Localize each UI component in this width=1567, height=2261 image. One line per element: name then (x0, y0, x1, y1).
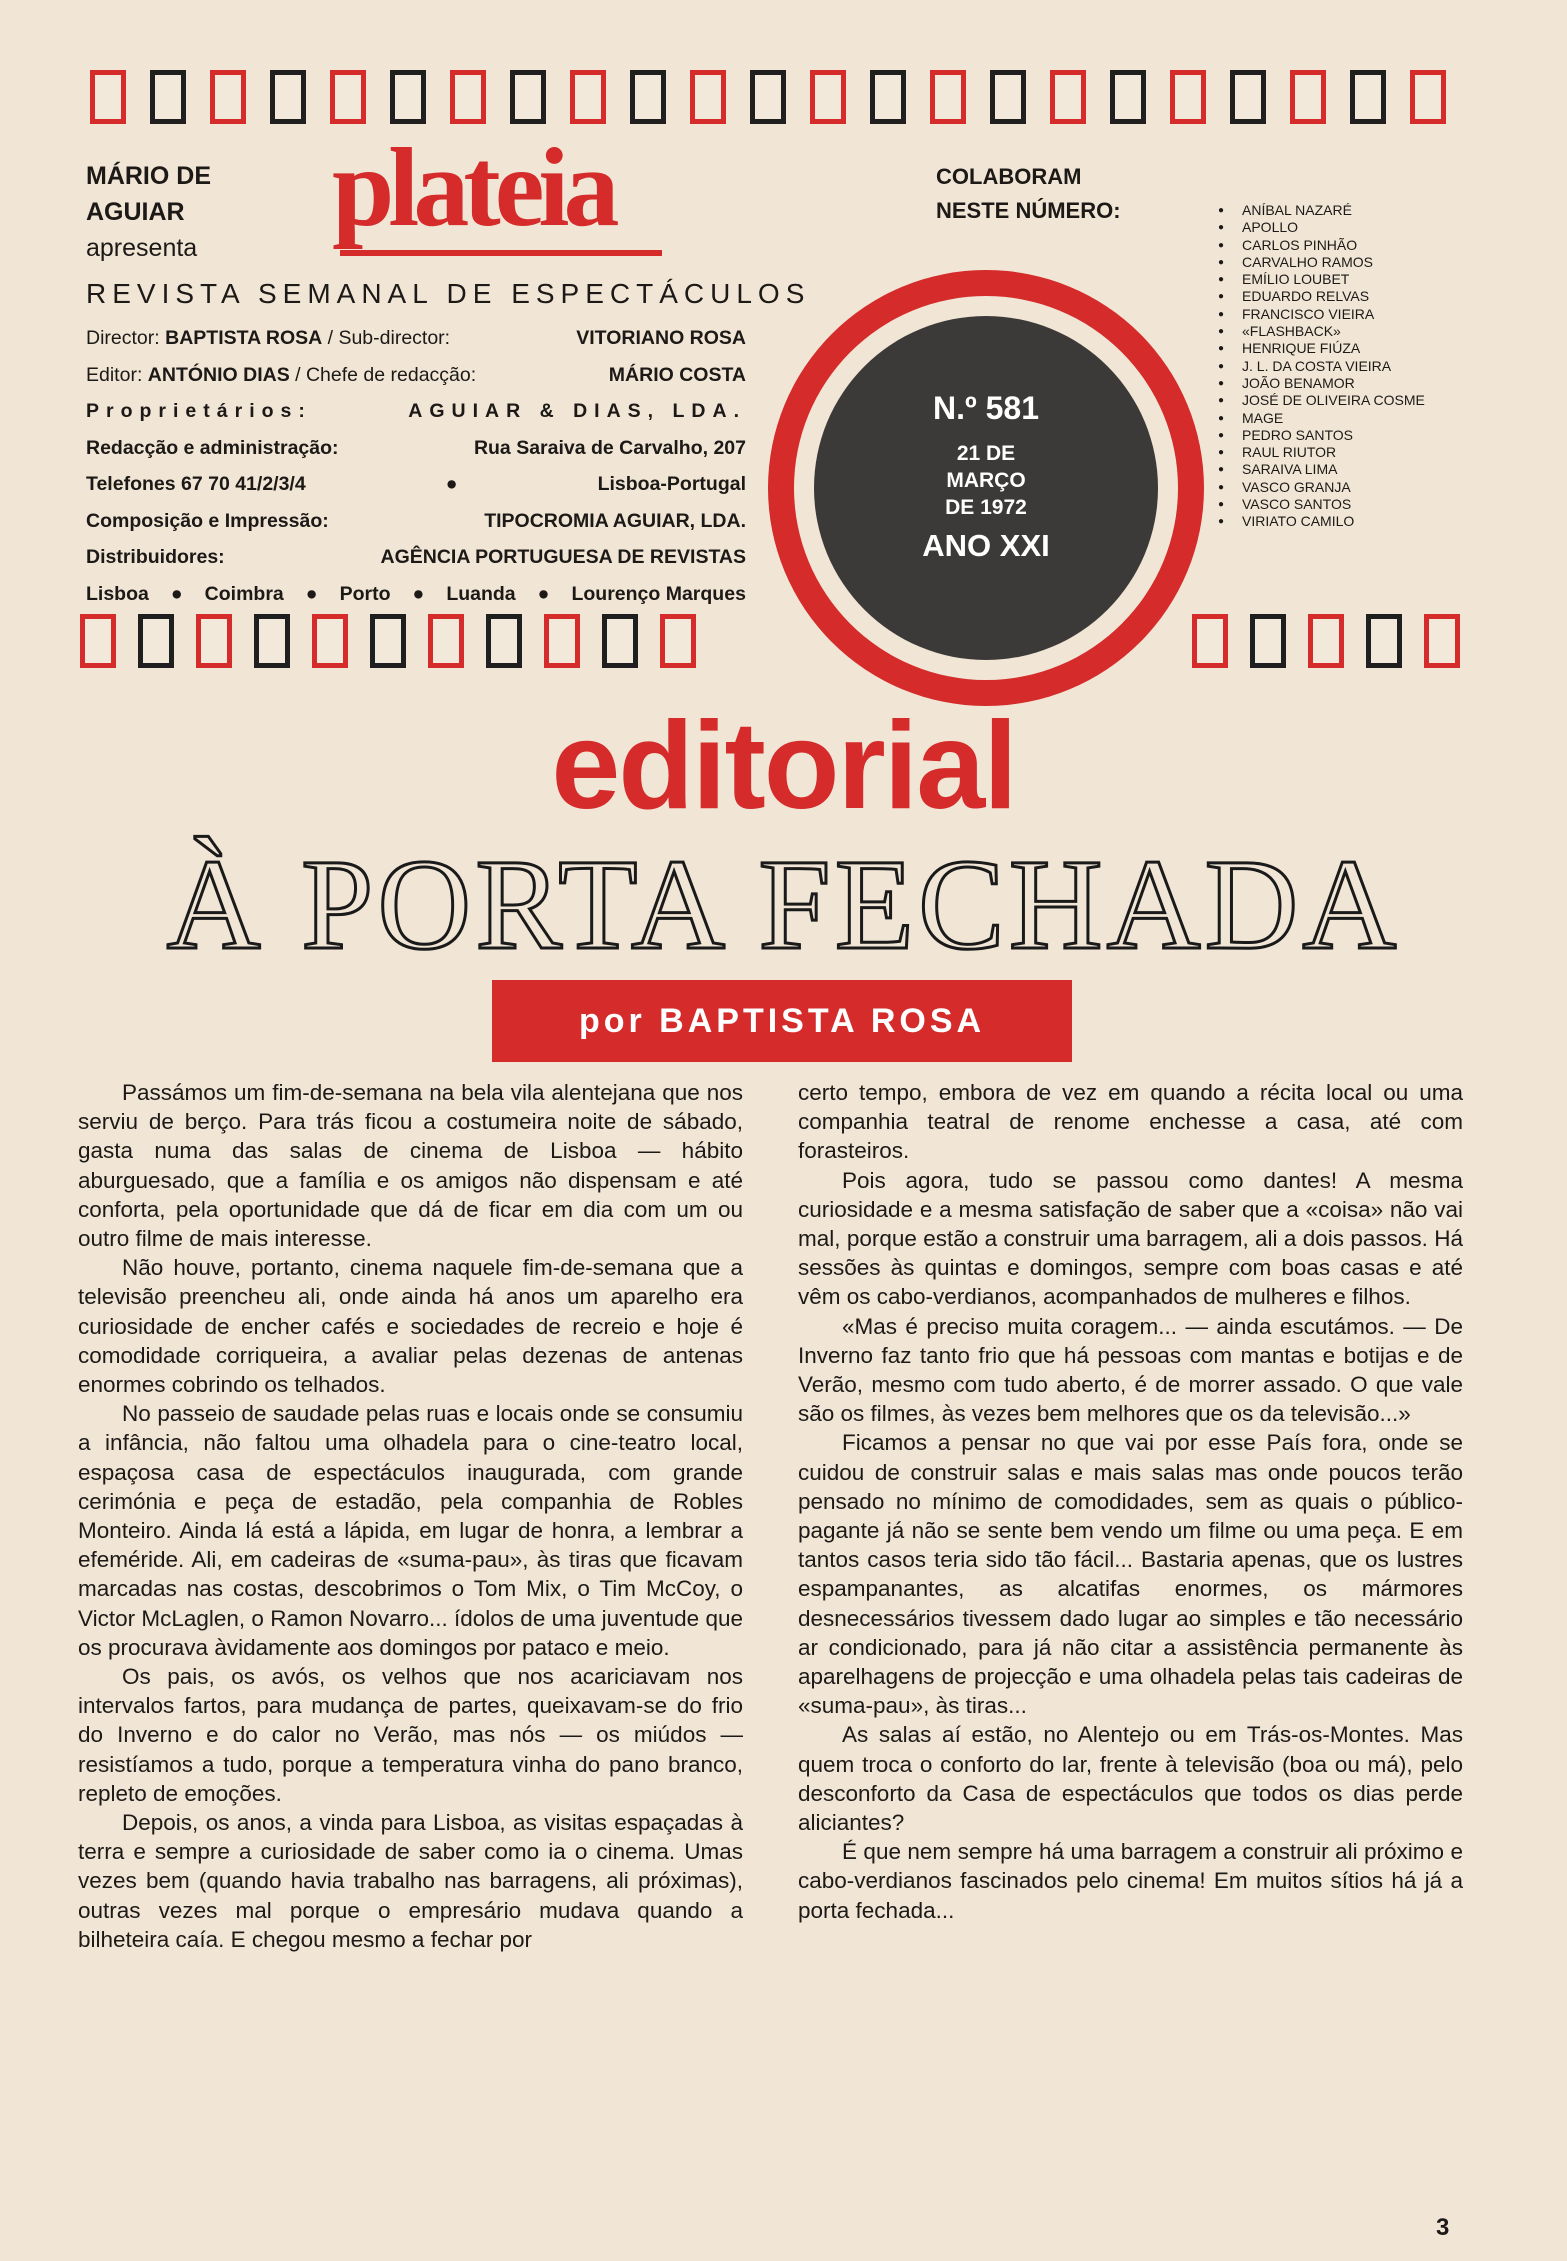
film-frame (750, 70, 786, 124)
film-frame (930, 70, 966, 124)
collaborator-item: ● CARLOS PINHÃO (1218, 237, 1425, 254)
film-frame (450, 70, 486, 124)
collaborator-item: ● PEDRO SANTOS (1218, 427, 1425, 444)
subdirector-name: VITORIANO ROSA (576, 327, 746, 349)
film-strip-bottom-left (80, 614, 696, 668)
film-frame (1050, 70, 1086, 124)
film-frame (138, 614, 174, 668)
collaborator-item: ● «FLASHBACK» (1218, 323, 1425, 340)
film-frame (1308, 614, 1344, 668)
film-frame (570, 70, 606, 124)
director-group (86, 320, 450, 357)
editor-group (86, 357, 476, 394)
distributors-label: Distribuidores: (86, 546, 225, 568)
collaborator-item: ● FRANCISCO VIEIRA (1218, 306, 1425, 323)
phones-value: Telefones 67 70 41/2/3/4 (86, 473, 306, 495)
issue-date (814, 440, 1158, 521)
film-frame (330, 70, 366, 124)
presenter-block (86, 158, 211, 266)
owners-label: Proprietários: (86, 400, 312, 422)
collaborator-item: ● VASCO SANTOS (1218, 496, 1425, 513)
collaborator-item: ● VASCO GRANJA (1218, 479, 1425, 496)
article-byline: por BAPTISTA ROSA (492, 980, 1072, 1062)
film-frame (90, 70, 126, 124)
collaborator-item: ● SARAIVA LIMA (1218, 461, 1425, 478)
film-frame (602, 614, 638, 668)
film-frame (1170, 70, 1206, 124)
masthead (86, 320, 746, 612)
article-paragraph: Pois agora, tudo se passou como dantes! A mesma curiosidade e a mesma satisfação de saber que a «coisa» não vai mal, porque estão a construir uma barragem, ali a dois passos. Há sessões às quintas e domingos, sempre com boas casas e até vêm os cabo-verdianos, acompanhados de mulheres e filhos. (798, 1167, 1463, 1310)
film-frame (1424, 614, 1460, 668)
film-frame (544, 614, 580, 668)
collaborators-title-line: NESTE NÚMERO: (936, 198, 1121, 223)
film-frame (370, 614, 406, 668)
collaborator-item: ● J. L. DA COSTA VIEIRA (1218, 358, 1425, 375)
presenter-line: MÁRIO DE (86, 162, 211, 190)
masthead-row-director (86, 320, 746, 357)
section-label: editorial (551, 697, 1016, 835)
city-item: Luanda (446, 582, 516, 605)
film-frame (390, 70, 426, 124)
collaborators-list (1218, 202, 1425, 531)
film-frame (1290, 70, 1326, 124)
collaborators-title-line: COLABORAM (936, 164, 1082, 189)
film-frame (312, 614, 348, 668)
issue-year: DE 1972 (945, 496, 1027, 519)
masthead-row-phones (86, 466, 746, 503)
logo-underline (340, 250, 662, 256)
collaborator-item: ● JOSÉ DE OLIVEIRA COSME (1218, 392, 1425, 409)
city-item: Coimbra (204, 582, 284, 605)
film-frame (1410, 70, 1446, 124)
film-frame (1250, 614, 1286, 668)
collaborators-title (936, 160, 1121, 228)
chief-name: MÁRIO COSTA (608, 363, 746, 386)
film-frame (1366, 614, 1402, 668)
article-paragraph: As salas aí estão, no Alentejo ou em Trás-os-Montes. Mas quem troca o conforto do lar, frente à televisão (boa ou má), pelo desconforto da Casa de espectáculos que todos os dias perde aliciantes? (798, 1722, 1463, 1836)
composition-label: Composição e Impressão: (86, 509, 329, 532)
city-item: Porto (339, 582, 391, 605)
film-frame (1192, 614, 1228, 668)
film-frame (630, 70, 666, 124)
article-paragraph: Os pais, os avós, os velhos que nos acariciavam nos intervalos fartos, para mudança de partes, queixavam-se do frio do Inverno e do calor no Verão, mas nós — os miúdos — resistíamos a tudo, porque a temperatura vinha do pano branco, repleto de emoções. (78, 1664, 743, 1806)
film-strip-top (90, 70, 1446, 124)
film-frame (196, 614, 232, 668)
bullet: ● (412, 582, 425, 605)
article-title: À PORTA FECHADA (166, 833, 1401, 977)
masthead-row-editor (86, 357, 746, 394)
collaborator-item: ● MAGE (1218, 410, 1425, 427)
film-frame (690, 70, 726, 124)
collaborator-item: ● EDUARDO RELVAS (1218, 288, 1425, 305)
bullet: ● (170, 582, 183, 605)
chief-label: / Chefe de redacção: (295, 363, 477, 386)
masthead-row-cities (86, 576, 746, 613)
bullet: ● (537, 582, 550, 605)
owners-name: AGUIAR & DIAS, LDA. (408, 400, 746, 422)
collaborator-item: ● RAUL RIUTOR (1218, 444, 1425, 461)
editor-label: Editor: (86, 363, 143, 386)
film-frame (1230, 70, 1266, 124)
article-paragraph: Depois, os anos, a vinda para Lisboa, as visitas espaçadas à terra e sempre a curiosidade de saber como ia o cinema. Umas vezes bem (quando havia trabalho nas barragens, ali próximas), outras vezes mal porque o empresário mudava quando a bilheteira caía. E chegou mesmo a fechar por (78, 1810, 743, 1952)
film-frame (810, 70, 846, 124)
city-item: Lisboa (86, 582, 149, 605)
article-column-left (78, 1078, 743, 1954)
issue-badge (814, 316, 1158, 660)
masthead-row-distributors (86, 539, 746, 576)
film-frame (660, 614, 696, 668)
film-frame (1350, 70, 1386, 124)
collaborator-item: ● ANÍBAL NAZARÉ (1218, 202, 1425, 219)
bullet: ● (305, 582, 318, 605)
film-frame (486, 614, 522, 668)
article-paragraph: Não houve, portanto, cinema naquele fim-de-semana que a televisão preencheu ali, onde ainda há anos um aparelho era curiosidade de encher cafés e sociedades de recreio e hoje é comodidade corriqueira, a avaliar pelas dezenas de antenas enormes cobrindo os telhados. (78, 1255, 743, 1398)
collaborator-item: ● VIRIATO CAMILO (1218, 513, 1425, 530)
article-paragraph: No passeio de saudade pelas ruas e locais onde se consumiu a infância, não faltou uma olhadela para o cine-teatro local, espaçosa casa de espectáculos inaugurada, com grande cerimónia e peça de estadão, pela companhia de Robles Monteiro. Ainda lá está a lápida, em lugar de honra, a lembrar a efeméride. Ali, em cadeiras de «suma-pau», às tiras que ficavam marcadas nas costas, descobrimos o Tom Mix, o Tim McCoy, o Victor McLaglen, o Ramon Novarro... ídolos de uma juventude que os procurava àvidamente aos domingos por pataco e meio. (78, 1401, 743, 1660)
film-frame (990, 70, 1026, 124)
film-frame (428, 614, 464, 668)
film-frame (1110, 70, 1146, 124)
bullet: ● (445, 473, 458, 495)
address-value: Rua Saraiva de Carvalho, 207 (473, 436, 746, 459)
magazine-logo: plateia (332, 126, 614, 250)
presenter-line: AGUIAR (86, 198, 185, 226)
masthead-row-owners (86, 393, 746, 430)
collaborator-item: ● JOÃO BENAMOR (1218, 375, 1425, 392)
film-frame (80, 614, 116, 668)
subdirector-label: / Sub-director: (327, 327, 451, 349)
collaborator-item: ● CARVALHO RAMOS (1218, 254, 1425, 271)
distributors-value: AGÊNCIA PORTUGUESA DE REVISTAS (380, 546, 746, 568)
issue-volume: ANO XXI (922, 528, 1050, 563)
film-frame (254, 614, 290, 668)
film-frame (270, 70, 306, 124)
page-number: 3 (1436, 2214, 1450, 2241)
magazine-subtitle: REVISTA SEMANAL DE ESPECTÁCULOS (86, 278, 811, 309)
city-value: Lisboa-Portugal (597, 473, 746, 495)
masthead-row-address (86, 430, 746, 467)
presenter-line: apresenta (86, 234, 198, 262)
film-frame (150, 70, 186, 124)
collaborator-item: ● EMÍLIO LOUBET (1218, 271, 1425, 288)
issue-number: N.º 581 (933, 390, 1039, 426)
article-paragraph: Ficamos a pensar no que vai por esse País fora, onde se cuidou de construir salas e mais salas mas onde poucos terão pensado no mínimo de comodidades, sem as quais o público-pagante já não se sente bem vendo um filme ou uma peça. E em tantos casos teria sido tão fácil... Bastaria apenas, que os lustres espampanantes, as alcatifas enormes, os mármores desnecessários tivessem dado lugar ao simples e tão necessário ar condicionado, para já não citar a assistência permanente às aparelhagens de projecção e uma olhadela pelas tais cadeiras de «suma-pau», às tiras... (798, 1430, 1463, 1719)
director-label: Director: (86, 327, 160, 349)
address-label: Redacção e administração: (86, 436, 339, 459)
film-frame (510, 70, 546, 124)
film-strip-bottom-right (1192, 614, 1460, 668)
issue-month: MARÇO (946, 469, 1026, 492)
article-paragraph: É que nem sempre há uma barragem a construir ali próximo e cabo-verdianos fascinados pelo cinema! Em muitos sítios há já a porta fechada... (798, 1839, 1463, 1923)
article-paragraph: certo tempo, embora de vez em quando a récita local ou uma companhia teatral de renome enchesse a casa, até com forasteiros. (798, 1080, 1463, 1164)
film-frame (870, 70, 906, 124)
collaborator-item: ● HENRIQUE FIÚZA (1218, 340, 1425, 357)
collaborator-item: ● APOLLO (1218, 219, 1425, 236)
editor-name: ANTÓNIO DIAS (147, 363, 290, 386)
article-paragraph: Passámos um fim-de-semana na bela vila alentejana que nos serviu de berço. Para trás ficou a costumeira noite de sábado, gasta numa das salas de cinema de Lisboa — hábito aburguesado, que a família e os amigos não dispensam e até conforta, pela oportunidade que dá de ficar em dia com um ou outro filme de mais interesse. (78, 1080, 743, 1252)
masthead-row-composition (86, 503, 746, 540)
composition-value: TIPOCROMIA AGUIAR, LDA. (484, 509, 746, 532)
article-column-right (798, 1078, 1463, 1925)
city-item: Lourenço Marques (571, 582, 746, 605)
article-paragraph: «Mas é preciso muita coragem... — ainda escutámos. — De Inverno faz tanto frio que há pessoas com mantas e botijas e de Verão, mesmo com tudo aberto, é de morrer assado. O que vale são os filmes, às vezes bem melhores que os da televisão...» (798, 1313, 1463, 1427)
film-frame (210, 70, 246, 124)
director-name: BAPTISTA ROSA (165, 327, 323, 349)
issue-day: 21 DE (956, 442, 1016, 465)
